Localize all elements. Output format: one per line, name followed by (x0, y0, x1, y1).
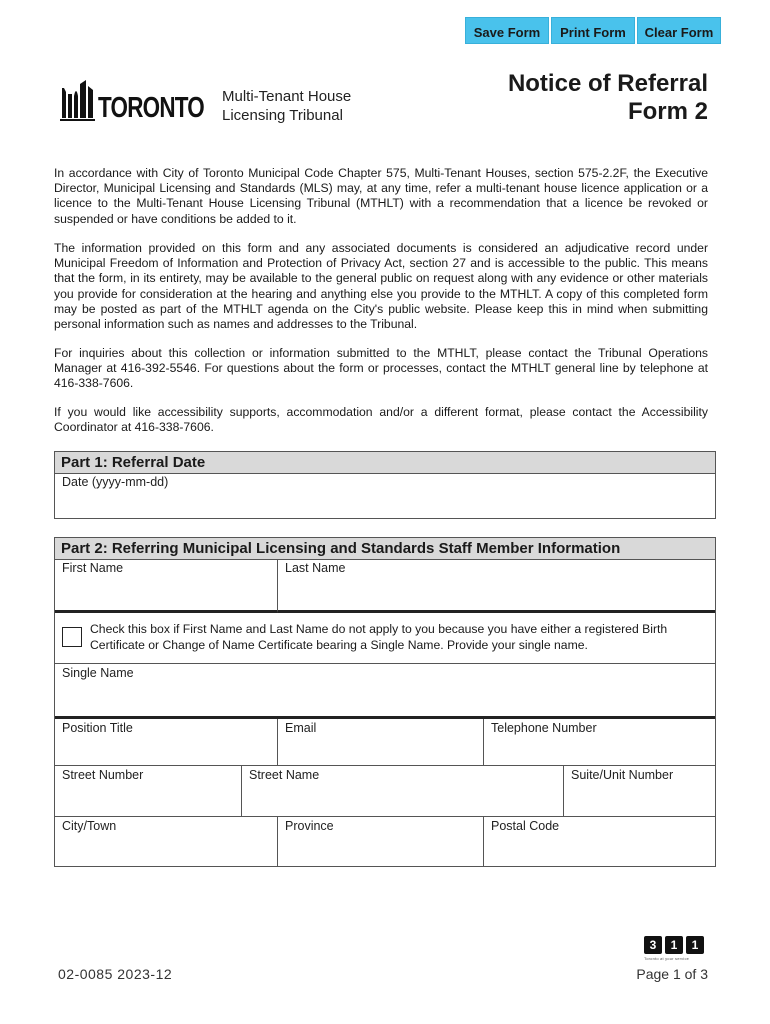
part1-heading: Part 1: Referral Date (55, 452, 715, 474)
tribunal-line-2: Licensing Tribunal (222, 107, 343, 124)
logo311-digit: 1 (665, 936, 683, 954)
email-label: Email (285, 721, 317, 735)
postal-code-label: Postal Code (491, 819, 560, 833)
city-field[interactable] (55, 817, 278, 866)
street-name-field[interactable] (242, 766, 564, 817)
last-name-label: Last Name (285, 561, 346, 575)
intro-paragraph-1: In accordance with City of Toronto Municipal Code Chapter 575, Multi-Tenant Houses, section 575-2.2F, the Executive Director, Municipal Licensing and Standards (MLS) may, at any time, refer a multi-tenant house licence application or a licence to the Multi-Tenant House Licensing Tribunal (MTHLT) with a recommendation that a licence be revoked or suspended or have conditions be added to it. (54, 166, 708, 226)
referral-date-label: Date (yyyy-mm-dd) (62, 475, 169, 489)
logo311-tagline: Toronto at your service (644, 956, 690, 961)
form-title (508, 70, 708, 126)
intro-paragraph-4: If you would like accessibility supports, accommodation and/or a different format, please contact the Accessibility Coordinator at 416-338-7606. (54, 405, 708, 435)
telephone-label: Telephone Number (491, 721, 597, 735)
tribunal-name (222, 87, 351, 125)
part2-heading: Part 2: Referring Municipal Licensing and Standards Staff Member Information (55, 538, 715, 560)
province-label: Province (285, 819, 334, 833)
single-name-checkbox-label: Check this box if First Name and Last Name do not apply to you because you have either a registered Birth Certificate or Change of Name Certificate bearing a Single Name. Provide your single name. (90, 622, 668, 652)
suite-unit-label: Suite/Unit Number (571, 768, 674, 782)
single-name-label: Single Name (62, 666, 134, 680)
first-name-label: First Name (62, 561, 124, 575)
single-name-field[interactable] (55, 664, 715, 719)
street-number-field[interactable] (55, 766, 242, 817)
form-toolbar (465, 17, 721, 44)
page-number: Page 1 of 3 (636, 966, 708, 982)
single-name-checkbox[interactable] (62, 627, 82, 647)
logo311-digit: 1 (686, 936, 704, 954)
form-title-line-2: Form 2 (627, 98, 708, 125)
single-name-checkbox-row (55, 613, 715, 664)
clear-form-button[interactable]: Clear Form (637, 17, 721, 44)
tribunal-line-1: Multi-Tenant House (222, 88, 352, 105)
print-form-button[interactable]: Print Form (551, 17, 635, 44)
part1-section (54, 451, 716, 519)
form-code: 02-0085 2023-12 (58, 966, 173, 982)
intro-paragraph-2: The information provided on this form and any associated documents is considered an adjudicative record under Municipal Freedom of Information and Protection of Privacy Act, section 27 and is accessible to the public. This means that the form, in its entirety, may be available to the general public on request along with any evidence or other materials you provide for consideration at the hearing and anything else you provide to the MTHLT. A copy of this completed form may be posted as part of the MTHLT agenda on the City's public website. Please keep this in mind when submitting personal information such as names and addresses to the Tribunal. (54, 241, 708, 332)
street-number-label: Street Number (62, 768, 144, 782)
position-title-label: Position Title (62, 721, 133, 735)
suite-unit-field[interactable] (564, 766, 715, 817)
first-name-field[interactable] (55, 559, 278, 613)
email-field[interactable] (278, 719, 484, 766)
position-title-field[interactable] (55, 719, 278, 766)
referral-date-field[interactable] (55, 473, 715, 518)
postal-code-field[interactable] (484, 817, 715, 866)
city-label: City/Town (62, 819, 117, 833)
street-name-label: Street Name (249, 768, 320, 782)
intro-paragraph-3: For inquiries about this collection or information submitted to the MTHLT, please contact the Tribunal Operations Manager at 416-392-5546. For questions about the form or processes, contact the MTHLT general line by telephone at 416-338-7606. (54, 346, 708, 391)
logo311-digit: 3 (644, 936, 662, 954)
save-form-button[interactable]: Save Form (465, 17, 549, 44)
toronto-311-logo (644, 936, 704, 961)
part2-section (54, 537, 716, 867)
last-name-field[interactable] (278, 559, 715, 613)
toronto-logo (60, 78, 205, 124)
svg-text:TORONTO: TORONTO (98, 92, 205, 124)
telephone-field[interactable] (484, 719, 715, 766)
province-field[interactable] (278, 817, 484, 866)
form-title-line-1: Notice of Referral (507, 70, 708, 97)
